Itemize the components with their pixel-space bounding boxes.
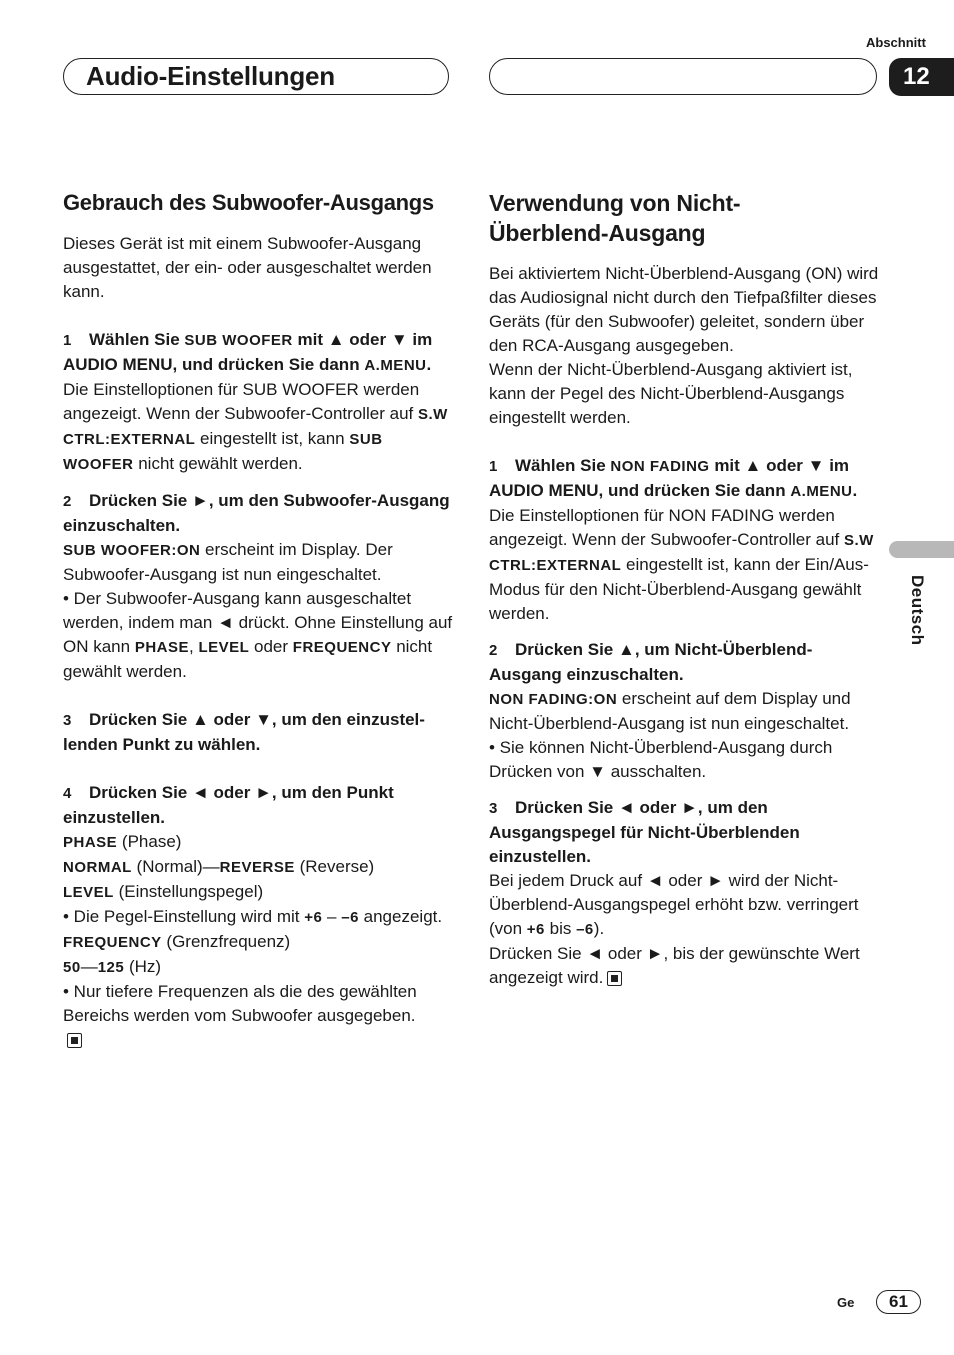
right-step3-body-2 [489,942,881,990]
body-text: ). [593,919,605,938]
display-code: LEVEL [198,639,250,656]
end-of-section-icon [67,1033,82,1048]
level-line [63,880,455,905]
frequency-bullet: • Nur tiefere Frequenzen als die des gewählten Bereichs werden vom Subwoofer ausgegeben. [63,982,417,1025]
end-mark-row [63,1028,455,1052]
right-heading [489,188,881,248]
language-tab-label: Deutsch [908,575,927,646]
display-code: NON FADING [610,458,710,475]
right-intro-2: Wenn der Nicht-Überblend-Ausgang aktiviert ist, kann der Pegel des Nicht-Überblend-Ausgangs eingestellt werden. [489,360,853,427]
body-text: Bei jedem Druck auf ◄ oder ► wird der Nicht-Überblend-Ausgangspegel erhöht bzw. verringert (von [489,871,859,938]
step-text: mit ▲ oder ▼ im AUDIO MENU, und drücken Sie dann [63,330,433,374]
display-code: A.MENU [790,483,853,500]
display-code: SUB WOOFER:ON [63,542,201,559]
right-column [489,188,881,990]
display-code: NORMAL [63,859,132,876]
display-code: SUB WOOFER [184,332,293,349]
display-code: REVERSE [219,859,295,876]
display-code: SUB WOOFER [63,431,383,473]
body-text: — [80,957,98,976]
end-of-section-icon [607,971,622,986]
display-code: –6 [576,921,594,938]
body-text: (Phase) [117,832,182,851]
frequency-line [63,930,455,955]
body-text: (Normal)— [131,857,220,876]
step-text: Drücken Sie ◄ oder ►, um den Ausgangspegel für Nicht-Überblenden einzustellen. [489,798,800,866]
left-column [63,188,455,1052]
display-code: –6 [341,909,359,926]
heading-line: Verwendung von Nicht- [489,190,741,216]
left-step1-title [63,328,455,378]
body-text: angezeigt. [358,907,443,926]
step-number: 2 [489,642,498,659]
phase-line [63,830,455,855]
body-text: , [189,637,199,656]
display-code: A.MENU [364,357,427,374]
level-bullet [63,905,455,930]
display-code: S.W CTRL:EXTERNAL [489,532,874,574]
display-code: NON FADING:ON [489,691,618,708]
heading-line: Überblend-Ausgang [489,220,706,246]
left-step2-body [63,538,455,587]
body-text: nicht gewählt werden. [133,454,303,473]
right-step2-bullet: • Sie können Nicht-Überblend-Ausgang durch Drücken von ▼ ausschalten. [489,738,833,781]
body-text: (Reverse) [294,857,375,876]
step-text: mit ▲ oder ▼ im AUDIO MENU, und drücken Sie dann [489,456,850,500]
body-text: bis [544,919,577,938]
left-step4-title [63,781,455,830]
body-text: (Grenzfrequenz) [161,932,291,951]
body-text: eingestellt ist, kann der Ein/Aus-Modus für den Nicht-Überblend-Ausgang gewählt werden. [489,555,869,623]
step-text: . [426,355,432,374]
step-number: 1 [63,332,72,349]
right-step1-title [489,454,881,504]
step-text: Drücken Sie ▲ oder ▼, um den einzustellenden Punkt zu wählen. [63,710,425,754]
body-text: oder [249,637,293,656]
display-code: S.W CTRL:EXTERNAL [63,406,448,448]
step-text: Drücken Sie ►, um den Subwoofer-Ausgang einzuschalten. [63,491,450,535]
body-text: • Die Pegel-Einstellung wird mit [63,907,305,926]
right-step2-title [489,638,881,687]
left-step3-title [63,708,455,757]
right-step3-title [489,796,881,869]
step-text: Drücken Sie ▲, um Nicht-Überblend-Ausgang einzuschalten. [489,640,813,684]
step-text: Wählen Sie [515,456,611,475]
display-code: 125 [97,959,125,976]
step-text: . [852,481,858,500]
right-step2-body [489,687,881,736]
left-step2-title [63,489,455,538]
step-number: 1 [489,458,498,475]
body-text: erscheint im Display. Der Subwoofer-Ausgang ist nun eingeschaltet. [63,540,393,584]
display-code: PHASE [63,834,118,851]
display-code: 50 [63,959,81,976]
left-step2-bullet [63,587,455,684]
body-text: Die Einstelloptionen für NON FADING werden angezeigt. Wenn der Subwoofer-Controller auf [489,506,844,549]
step-number: 2 [63,493,72,510]
language-tab-bar [889,541,954,558]
step-number: 4 [63,785,72,802]
frequency-range-line [63,955,455,980]
display-code: +6 [304,909,323,926]
section-number-badge: 12 [889,58,954,96]
page-number: 61 [876,1290,921,1314]
right-intro-1: Bei aktiviertem Nicht-Überblend-Ausgang (ON) wird das Audiosignal nicht durch den Tiefpaßfilter dieses Geräts (für den Subwoofer) geleitet, sondern über den RCA-Ausgang ausgegeben. [489,264,879,355]
body-text: Die Einstelloptionen für SUB WOOFER werden angezeigt. Wenn der Subwoofer-Controller auf [63,380,420,423]
right-step3-body [489,869,881,942]
display-code: LEVEL [63,884,114,901]
step-text: Drücken Sie ◄ oder ►, um den Punkt einzustellen. [63,783,394,827]
display-code: FREQUENCY [292,639,392,656]
body-text: Drücken Sie ◄ oder ►, bis der gewünschte Wert angezeigt wird. [489,944,860,987]
step-number: 3 [63,712,72,729]
section-label: Abschnitt [866,35,926,50]
phase-options-line [63,855,455,880]
left-intro: Dieses Gerät ist mit einem Subwoofer-Ausgang ausgestattet, der ein- oder ausgeschaltet werden kann. [63,234,432,301]
step-text: Wählen Sie [89,330,185,349]
chapter-title-box [63,58,449,95]
footer-language: Ge [837,1295,855,1310]
left-heading: Gebrauch des Subwoofer-Ausgangs [63,190,434,215]
left-step1-body [63,378,455,477]
body-text: (Hz) [124,957,162,976]
display-code: +6 [526,921,545,938]
body-text: • Der Subwoofer-Ausgang kann ausgeschaltet werden, indem man ◄ drückt. Ohne Einstellung auf ON kann [63,589,453,656]
body-text: (Einstellungspegel) [113,882,264,901]
body-text: erscheint auf dem Display und Nicht-Überblend-Ausgang ist nun eingeschaltet. [489,689,851,733]
body-text: – [322,907,342,926]
header-empty-box [489,58,877,95]
body-text: eingestellt ist, kann [195,429,350,448]
body-text: nicht gewählt werden. [63,637,433,681]
step-number: 3 [489,800,498,817]
display-code: FREQUENCY [63,934,162,951]
display-code: PHASE [134,639,189,656]
page-title: Audio-Einstellungen [86,61,335,91]
right-step1-body [489,504,881,626]
